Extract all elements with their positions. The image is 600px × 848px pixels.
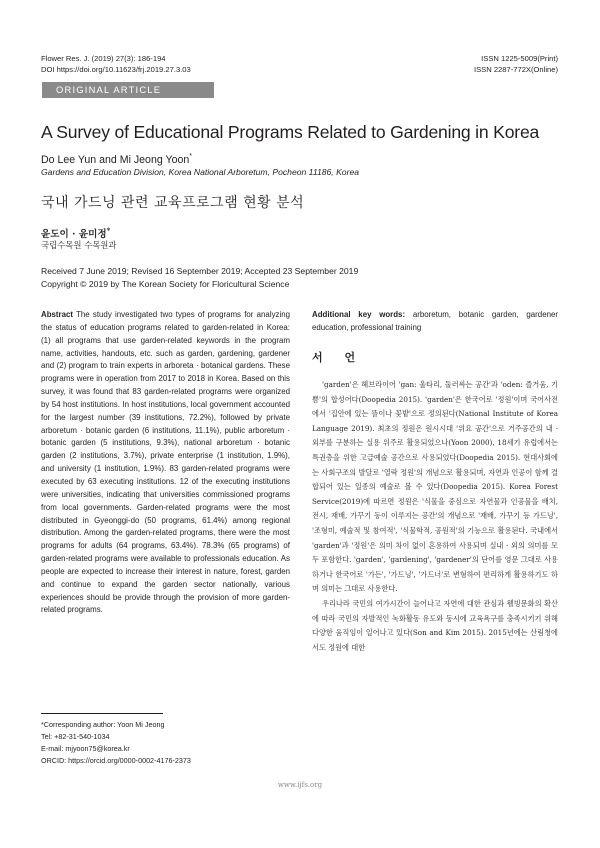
dates-block [41, 265, 358, 291]
intro-paragraph-2: 우리나라 국민의 여가시간이 늘어나고 자연에 대한 관심과 웰빙문화의 확산에 따라 국민의 자발적인 녹화활동 유도와 동시에 교육욕구를 충족시키기 위해 다양한 움직임이 일어나고 있다(Son and Kim 2015). 2015년에는 산림청에서도 정원에 대한 [312, 598, 558, 652]
author-list [41, 150, 192, 167]
issn-block [474, 54, 558, 75]
intro-paragraph-1: 'garden'은 헤브라이어 'gan: 울타리, 둘러싸는 공간'과 'oden: 즐거움, 기쁨'의 합성어다(Doopedia 2015). 'garden'은 한국어로 '정원'이며 국어사전에서 '집안에 있는 뜰이나 꽃밭'으로 정의된다(National Institute of Korea Language 2019). 최초의 정원은 원시시대 '위요 공간'으로 거주공간의 내 · 외부를 구분하는 실용 위주로 활용되었으나(Yoon 2000), 18세기 유럽에서는 특권층을 위한 고급예술 공간으로 사용되었다(Doopedia 2015). 현대사회에는 사회구조의 발달로 '열락 정원'의 개념으로 활용되며, 자연과 인공이 함께 결합되어 있는 일종의 예술로 볼 수 있다(Doopedia 2015). Korea Forest Service(2019)에 따르면 정원은 '식물을 중심으로 자연물과 인공물을 배치, 전시, 재배, 가꾸기 등이 이루지는 공간'의 개념으로 '재배, 가꾸기 등 가드닝', '조형미, 예술적 및 참여적', '식물학적, 공원적'의 기능으로 활용된다. 국내에서 'garden'과 '정원'은 의미 차이 없이 혼용하여 사용되며 실내 · 외의 의미를 모두 포함한다. 'garden', 'gardening', 'gardener'의 단어를 영문 그대로 사용하거나 한국어로 '가든', '가드닝', '가드너'로 변형하여 편리하게 활용하기도 하며 의미는 그대로 사용한다. [312, 380, 558, 594]
keywords-text: arboretum, botanic garden, gardener education, professional training [312, 310, 558, 332]
footnote-divider [41, 713, 163, 714]
corresponding-email: E-mail: mjyoon75@korea.kr [41, 744, 130, 753]
corresponding-tel: Tel: +82-31-540-1034 [41, 732, 110, 741]
corresponding-orcid: ORCID: https://orcid.org/0000-0002-4176-2373 [41, 756, 191, 765]
author-names: Do Lee Yun and Mi Jeong Yoon [41, 154, 190, 166]
korean-affiliation: 국립수목원 수목원과 [41, 240, 117, 250]
doi-line: DOI https://doi.org/10.11623/frj.2019.27.3.03 [41, 64, 191, 74]
abstract-text: The study investigated two types of programs for analyzing the status of education programs related to garden-related in Korea: (1) all programs that use garden-related keywords in the program name, activities, handouts, etc. such as garden, gardening, gardener and (2) program to train experts in arboreta · botanical gardens. These programs were in operation from 2017 to 2018 in Korea. Based on this survey, it was found that 83 garden-related programs were organized by 54 host institutions. In host institutions, local government accounted for the largest number (39 institutions, 72.2%), followed by private arboretum · botanic garden (6 institutions, 11.1%), public arboretum · botanic garden (5 institutions, 9.3%), national arboretum · botanic garden (2 institutions, 3.7%), private enterprise (1 institution, 1.9%), and university (1 institution, 1.9%). 83 garden-related programs were executed by 63 executing institutions. 12 of the executing institutions were universities, indicating that universities commissioned programs from local governments. Garden-related programs were the most distributed in Gyeonggi-do (50 programs, 61.4%) among regional distribution. Among the garden-related programs, there were the most programs for adults (64 programs, 63.4%). 78.3% (65 programs) of garden-related programs were available to professionals education. As people are expected to increase their interest in nature, forest, garden and continue to expand the garden sector nationally, various experiences should be provide through the provision of more garden-related programs. [41, 310, 290, 615]
journal-url: www.ijfs.org [277, 781, 323, 789]
issn-print: ISSN 1225-5009(Print) [481, 54, 558, 63]
corresponding-mark: * [189, 153, 192, 160]
intro-heading: 서 언 [312, 351, 365, 364]
affiliation: Gardens and Education Division, Korea National Arboretum, Pocheon 11186, Korea [41, 167, 360, 177]
keywords [312, 309, 558, 335]
korean-title: 국내 가드닝 관련 교육프로그램 현황 분석 [41, 195, 305, 211]
article-type-banner: ORIGINAL ARTICLE [42, 82, 214, 98]
journal-line: Flower Res. J. (2019) 27(3): 186-194 [41, 54, 166, 63]
korean-corresponding-mark: * [106, 226, 111, 235]
copyright-line: Copyright © 2019 by The Korean Society for Floricultural Science [41, 279, 290, 289]
abstract [41, 309, 290, 617]
corresponding-author: *Corresponding author: Yoon Mi Jeong [41, 720, 165, 729]
abstract-label: Abstract [41, 310, 74, 319]
correspondence-footnote [41, 719, 191, 767]
korean-author-names: 윤도이 · 윤미정 [41, 229, 107, 240]
received-dates: Received 7 June 2019; Revised 16 September 2019; Accepted 23 September 2019 [41, 266, 359, 276]
keywords-label: Additional key words: [312, 310, 406, 319]
issn-online: ISSN 2287-772X(Online) [474, 64, 558, 74]
paper-title: A Survey of Educational Programs Related to Gardening in Korea [41, 122, 540, 142]
intro-body [312, 378, 558, 655]
journal-citation [41, 54, 191, 75]
